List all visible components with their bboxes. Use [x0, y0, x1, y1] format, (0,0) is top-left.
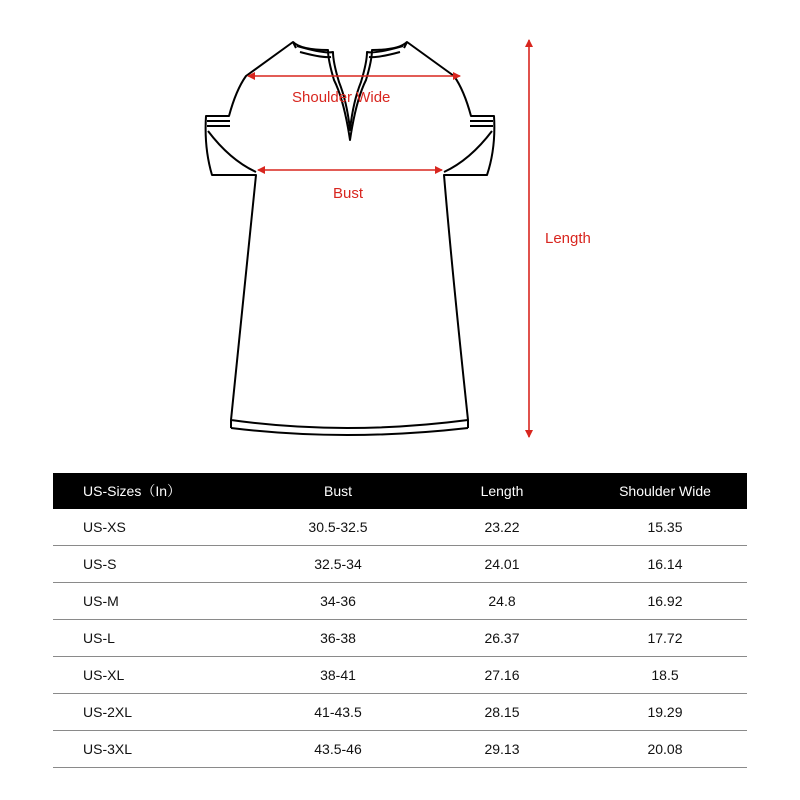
size-cell: US-M — [53, 583, 255, 620]
size-cell: US-XS — [53, 509, 255, 546]
table-row — [53, 583, 747, 620]
shoulder-cell: 18.5 — [583, 657, 747, 694]
size-cell: US-2XL — [53, 694, 255, 731]
table-row — [53, 509, 747, 546]
shoulder-cell: 16.14 — [583, 546, 747, 583]
size-chart-table — [53, 473, 747, 768]
length-cell: 29.13 — [421, 731, 583, 768]
size-cell: US-L — [53, 620, 255, 657]
length-label: Length — [545, 230, 591, 247]
bust-cell: 38-41 — [255, 657, 421, 694]
length-cell: 24.8 — [421, 583, 583, 620]
table-row — [53, 731, 747, 768]
table-header-row — [53, 473, 747, 509]
bust-cell: 34-36 — [255, 583, 421, 620]
shoulder-cell: 15.35 — [583, 509, 747, 546]
bust-cell: 43.5-46 — [255, 731, 421, 768]
table-row — [53, 657, 747, 694]
header-us-sizes: US-Sizes（In） — [53, 473, 255, 509]
length-cell: 28.15 — [421, 694, 583, 731]
length-cell: 24.01 — [421, 546, 583, 583]
length-cell: 23.22 — [421, 509, 583, 546]
shoulder-cell: 16.92 — [583, 583, 747, 620]
length-cell: 27.16 — [421, 657, 583, 694]
bust-cell: 32.5-34 — [255, 546, 421, 583]
header-shoulder-wide: Shoulder Wide — [583, 473, 747, 509]
length-cell: 26.37 — [421, 620, 583, 657]
shoulder-cell: 17.72 — [583, 620, 747, 657]
bust-cell: 30.5-32.5 — [255, 509, 421, 546]
table-row — [53, 694, 747, 731]
bust-cell: 41-43.5 — [255, 694, 421, 731]
size-cell: US-S — [53, 546, 255, 583]
shoulder-cell: 19.29 — [583, 694, 747, 731]
table-row — [53, 546, 747, 583]
bust-label: Bust — [333, 185, 364, 202]
size-cell: US-XL — [53, 657, 255, 694]
bust-cell: 36-38 — [255, 620, 421, 657]
shoulder-wide-label: Shoulder Wide — [292, 89, 391, 106]
header-bust: Bust — [255, 473, 421, 509]
table-row — [53, 620, 747, 657]
size-cell: US-3XL — [53, 731, 255, 768]
shoulder-cell: 20.08 — [583, 731, 747, 768]
header-length: Length — [421, 473, 583, 509]
